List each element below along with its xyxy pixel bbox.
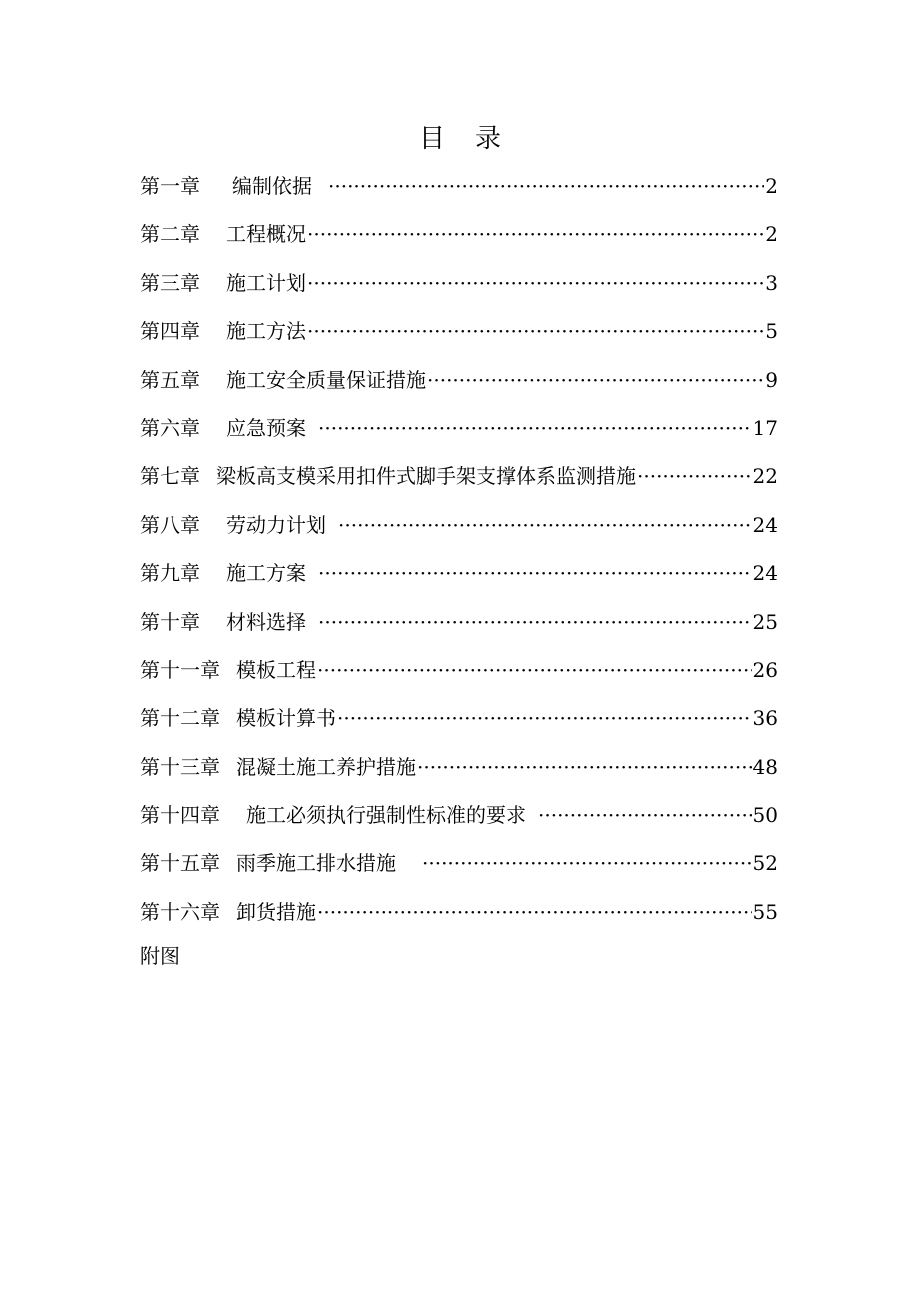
title-part-1: 目 xyxy=(418,124,445,154)
toc-leader-dots xyxy=(307,313,764,349)
toc-entry-3[interactable] xyxy=(140,265,778,313)
toc-page-number: 9 xyxy=(765,367,778,392)
toc-entry-name: 卸货措施 xyxy=(236,899,316,924)
toc-entry-name: 梁板高支模采用扣件式脚手架支撑体系监测措施 xyxy=(216,464,636,489)
toc-page-number: 55 xyxy=(752,899,778,924)
toc-entry-11[interactable] xyxy=(140,652,778,700)
toc-page-number: 36 xyxy=(752,706,778,731)
toc-entry-name: 应急预案 xyxy=(226,415,306,440)
toc-entry-name: 施工必须执行强制性标准的要求 xyxy=(246,803,526,828)
toc-chapter-label: 第六章 xyxy=(140,415,200,440)
toc-chapter-label: 第七章 xyxy=(140,464,200,489)
toc-page-number: 22 xyxy=(752,464,778,489)
toc-page-number: 17 xyxy=(752,415,778,440)
toc-entry-name: 施工计划 xyxy=(226,270,306,295)
toc-chapter-label: 第三章 xyxy=(140,270,200,295)
toc-page-number: 24 xyxy=(752,512,778,537)
toc-entry-16[interactable] xyxy=(140,894,778,942)
toc-leader-dots xyxy=(422,845,752,881)
toc-entry-4[interactable] xyxy=(140,313,778,361)
toc-chapter-label: 第五章 xyxy=(140,367,200,392)
toc-list xyxy=(140,168,778,942)
toc-chapter-label: 第十章 xyxy=(140,609,200,634)
toc-entry-name: 模板计算书 xyxy=(236,706,336,731)
toc-leader-dots xyxy=(318,410,752,446)
toc-entry-2[interactable] xyxy=(140,216,778,264)
toc-page-number: 26 xyxy=(752,657,778,682)
toc-entry-9[interactable] xyxy=(140,555,778,603)
toc-leader-dots xyxy=(427,362,764,398)
toc-leader-dots xyxy=(318,555,752,591)
toc-page-number: 2 xyxy=(765,222,778,247)
toc-chapter-label: 第十五章 xyxy=(140,851,220,876)
toc-page-number: 5 xyxy=(765,319,778,344)
toc-chapter-label: 第十三章 xyxy=(140,754,220,779)
toc-entry-name: 材料选择 xyxy=(226,609,306,634)
toc-entry-name: 施工安全质量保证措施 xyxy=(226,367,426,392)
toc-appendix[interactable]: 附图 xyxy=(140,944,180,968)
toc-entry-name: 模板工程 xyxy=(236,657,316,682)
toc-chapter-label: 第九章 xyxy=(140,561,200,586)
toc-entry-14[interactable] xyxy=(140,797,778,845)
toc-page-number: 25 xyxy=(752,609,778,634)
toc-entry-5[interactable] xyxy=(140,362,778,410)
toc-entry-name: 工程概况 xyxy=(226,222,306,247)
toc-page-number: 52 xyxy=(752,851,778,876)
toc-entry-10[interactable] xyxy=(140,604,778,652)
toc-entry-name: 施工方法 xyxy=(226,319,306,344)
toc-entry-13[interactable] xyxy=(140,749,778,797)
toc-entry-name: 施工方案 xyxy=(226,561,306,586)
toc-chapter-label: 第二章 xyxy=(140,222,200,247)
toc-page-number: 3 xyxy=(765,270,778,295)
toc-entry-8[interactable] xyxy=(140,507,778,555)
toc-entry-name: 雨季施工排水措施 xyxy=(236,851,396,876)
toc-chapter-label: 第十四章 xyxy=(140,803,220,828)
toc-chapter-label: 第四章 xyxy=(140,319,200,344)
toc-entry-name: 混凝土施工养护措施 xyxy=(236,754,416,779)
toc-page-number: 24 xyxy=(752,561,778,586)
toc-chapter-label: 第十二章 xyxy=(140,706,220,731)
toc-entry-15[interactable] xyxy=(140,845,778,893)
toc-entry-name: 编制依据 xyxy=(232,174,312,198)
toc-leader-dots xyxy=(328,168,764,204)
toc-entry-7[interactable] xyxy=(140,458,778,506)
toc-page-number: 2 xyxy=(765,174,778,198)
toc-leader-dots xyxy=(307,265,764,301)
toc-leader-dots xyxy=(317,894,752,930)
toc-entry-1[interactable] xyxy=(140,168,778,216)
toc-leader-dots xyxy=(317,652,752,688)
toc-page-number: 50 xyxy=(752,803,778,828)
page-title xyxy=(0,118,920,155)
toc-chapter-label: 第十六章 xyxy=(140,899,220,924)
toc-entry-6[interactable] xyxy=(140,410,778,458)
toc-leader-dots xyxy=(337,700,752,736)
title-part-2: 录 xyxy=(475,124,502,154)
toc-leader-dots xyxy=(417,749,752,785)
toc-chapter-label: 第一章 xyxy=(140,174,200,198)
toc-entry-12[interactable] xyxy=(140,700,778,748)
toc-leader-dots xyxy=(338,507,752,543)
toc-page-number: 48 xyxy=(752,754,778,779)
toc-chapter-label: 第十一章 xyxy=(140,657,220,682)
toc-entry-name: 劳动力计划 xyxy=(226,512,326,537)
toc-leader-dots xyxy=(307,216,764,252)
toc-leader-dots xyxy=(637,458,752,494)
toc-leader-dots xyxy=(538,797,752,833)
toc-leader-dots xyxy=(318,604,752,640)
toc-chapter-label: 第八章 xyxy=(140,512,200,537)
